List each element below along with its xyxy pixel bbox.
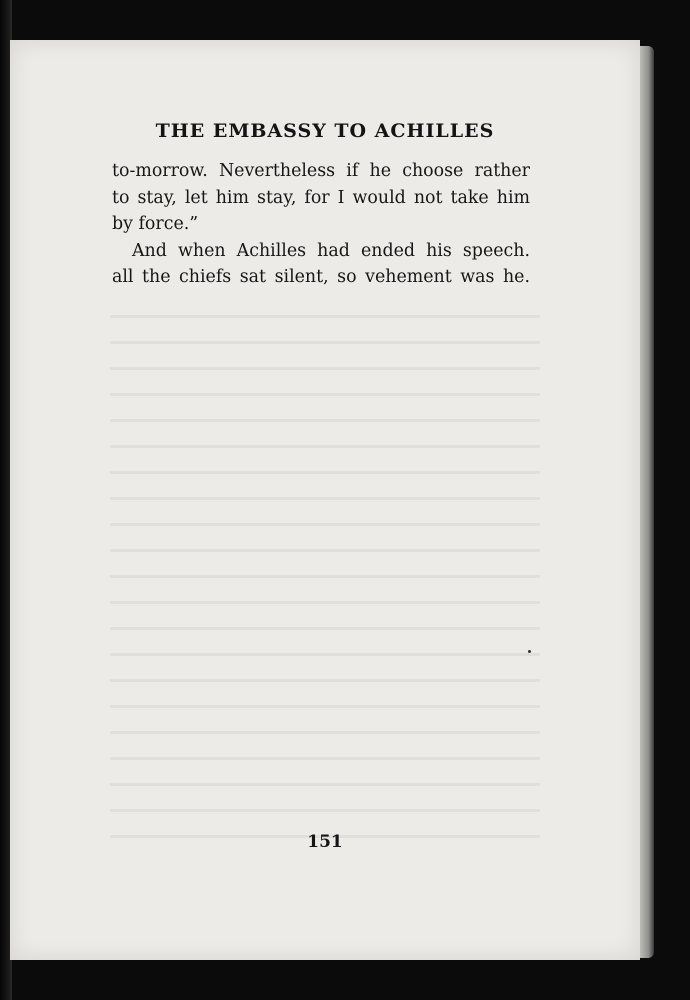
book-page: [10, 40, 640, 960]
page-number: 151: [307, 832, 343, 852]
text-line: to-morrow. Nevertheless if he choose rather: [112, 161, 530, 181]
text-line: And when Achilles had ended his speech.: [132, 240, 530, 261]
body-text: [112, 158, 530, 291]
speck: [528, 650, 531, 653]
reverse-side-show-through: [110, 298, 540, 858]
running-head: THE EMBASSY TO ACHILLES: [155, 120, 495, 142]
text-line: to stay, let him stay, for I would not take him: [112, 187, 530, 208]
text-line: by force.”: [112, 214, 199, 234]
text-line: all the chiefs sat silent, so vehement was he.: [112, 267, 530, 287]
